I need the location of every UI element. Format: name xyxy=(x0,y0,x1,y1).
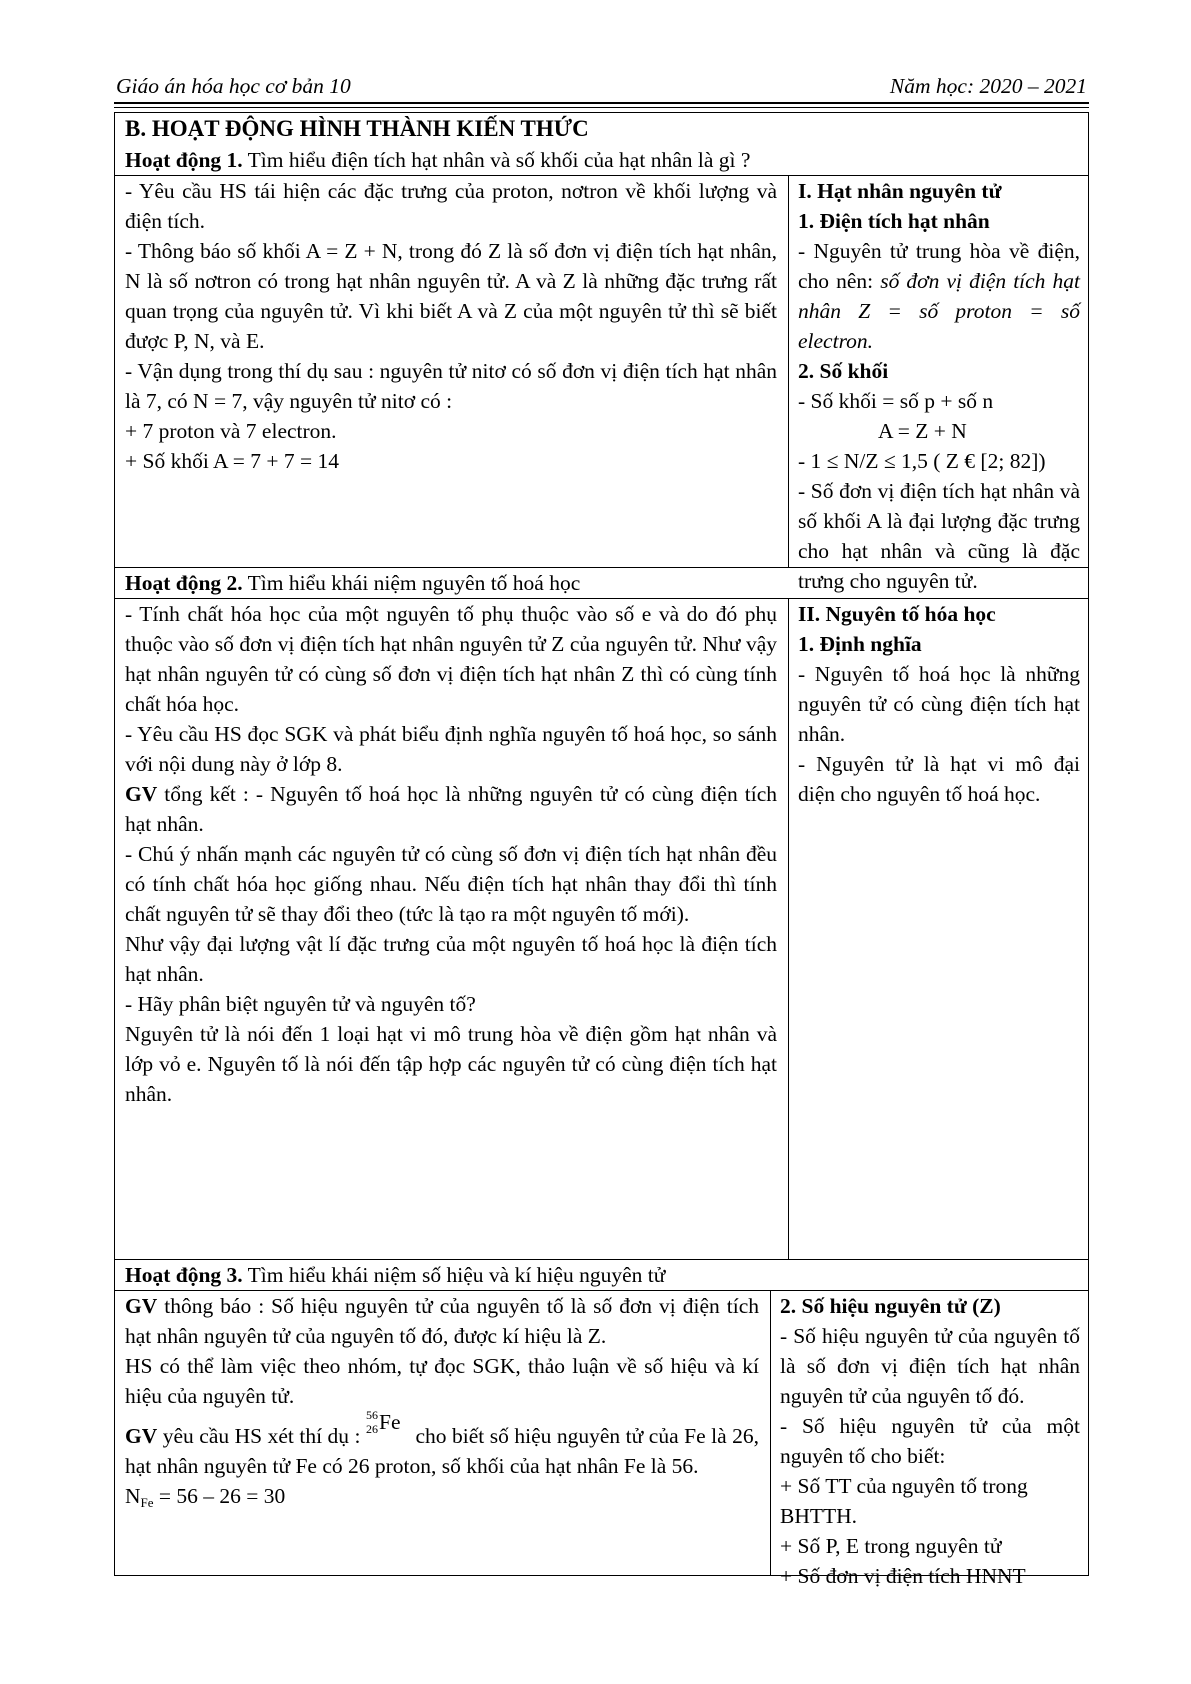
activity3-left-p3-rest: cho biết số hiệu nguyên tử của Fe là 26, hạt nhân nguyên tử Fe có 26 proton, số khối của hạt nhân Fe là 56. xyxy=(125,1424,759,1478)
activity3-left-p3-gv: GV xyxy=(125,1424,158,1448)
activity1-content-column xyxy=(798,176,1080,593)
activity1-formula3: - 1 ≤ N/Z ≤ 1,5 ( Z € [2; 82]) xyxy=(798,449,1046,473)
activity1-left-p3: - Vận dụng trong thí dụ sau : nguyên tử nitơ có số đơn vị điện tích hạt nhân là 7, có N = 7, vậy nguyên tử nitơ có : xyxy=(125,359,777,413)
activity2-left-p2: - Yêu cầu HS đọc SGK và phát biểu định nghĩa nguyên tố hoá học, so sánh với nội dung này ở lớp 8. xyxy=(125,722,777,776)
header-rule xyxy=(114,102,1089,104)
activity3-teacher-column xyxy=(125,1291,759,1575)
activity2-teacher-column xyxy=(125,599,777,1259)
activity1-formula1: - Số khối = số p + số n xyxy=(798,389,994,413)
activity1-heading xyxy=(125,145,1078,175)
activity2-left-p6: - Hãy phân biệt nguyên tử và nguyên tố? xyxy=(125,992,476,1016)
header-rule-thin xyxy=(114,107,1089,108)
activity2-title: Tìm hiểu khái niệm nguyên tố hoá học xyxy=(242,571,581,595)
iron-atomic-number: 26 xyxy=(366,1422,378,1436)
activity2-left-p3 xyxy=(125,779,777,839)
activity3-right-p2: - Số hiệu nguyên tử của một nguyên tố cho biết: xyxy=(780,1414,1080,1468)
activity3-column-divider xyxy=(770,1291,771,1575)
activity3-left-p2: HS có thể làm việc theo nhóm, tự đọc SGK, thảo luận về số hiệu và kí hiệu của nguyên tử. xyxy=(125,1354,759,1408)
activity2-right-h2: 1. Định nghĩa xyxy=(798,632,922,656)
activity2-right-p1: - Nguyên tố hoá học là những nguyên tử có cùng điện tích hạt nhân. xyxy=(798,662,1080,746)
activity2-left-p7: Nguyên tử là nói đến 1 loại hạt vi mô trung hòa về điện gồm hạt nhân và lớp vỏ e. Nguyên tố là nói đến tập hợp các nguyên tử có cùng điện tích hạt nhân. xyxy=(125,1022,777,1106)
activity1-left-p4: + 7 proton và 7 electron. xyxy=(125,419,337,443)
activity1-right-h3: 2. Số khối xyxy=(798,359,889,383)
iron-mass-number: 56 xyxy=(366,1408,378,1422)
header-school-year: Năm học: 2020 – 2021 xyxy=(889,74,1087,98)
activity1-left-p5: + Số khối A = 7 + 7 = 14 xyxy=(125,449,339,473)
activity2-content-column xyxy=(798,599,1080,1259)
activity3-left-p3 xyxy=(125,1408,759,1481)
iron-symbol: Fe xyxy=(379,1410,401,1434)
activity3-right-b3: + Số đơn vị điện tích HNNT xyxy=(780,1564,1026,1588)
activity3-title: Tìm hiểu khái niệm số hiệu và kí hiệu nguyên tử xyxy=(242,1263,666,1287)
activity1-title: Tìm hiểu điện tích hạt nhân và số khối của hạt nhân là gì ? xyxy=(242,148,751,172)
activity3-table-row xyxy=(114,1290,1089,1588)
activity3-heading xyxy=(125,1260,1078,1290)
activity3-heading-row xyxy=(114,1259,1089,1291)
activity2-column-divider xyxy=(788,599,789,1259)
activity1-right-h1: I. Hạt nhân nguyên tử xyxy=(798,179,1002,203)
activity1-left-p2: - Thông báo số khối A = Z + N, trong đó Z là số đơn vị điện tích hạt nhân, N là số nơtron có trong hạt nhân nguyên tử. A và Z là những đặc trưng rất quan trọng của nguyên tử. Vì khi biết A và Z của một nguyên tử thì sẽ biết được P, N, và E. xyxy=(125,239,777,353)
page-header xyxy=(114,74,1089,102)
activity2-left-p1: - Tính chất hóa học của một nguyên tố phụ thuộc vào số e và do đó phụ thuộc vào số đơn vị điện tích hạt nhân nguyên tử Z của nguyên tử. Như vậy hạt nhân nguyên tử có cùng số đơn vị điện tích hạt nhân Z thì có cùng tính chất hóa học. xyxy=(125,602,777,716)
neutron-equation: = 56 – 26 = 30 xyxy=(153,1484,286,1508)
activity2-right-h1: II. Nguyên tố hóa học xyxy=(798,602,996,626)
activity3-left-p1-rest: thông báo : Số hiệu nguyên tử của nguyên tố là số đơn vị điện tích hạt nhân nguyên tử của nguyên tố đó, được kí hiệu là Z. xyxy=(125,1294,759,1348)
activity1-right-p1-italic: số đơn vị điện tích hạt nhân Z = số proton = số electron. xyxy=(798,269,1080,353)
activity1-right-p1 xyxy=(798,236,1080,356)
activity1-label: Hoạt động 1. xyxy=(125,148,243,172)
header-course-title: Giáo án hóa học cơ bản 10 xyxy=(116,74,351,98)
activity2-heading-row xyxy=(114,567,1089,599)
activity3-left-p1-gv: GV xyxy=(125,1294,158,1318)
activity3-left-p3-mid: yêu cầu HS xét thí dụ : xyxy=(157,1424,366,1448)
activity3-right-h1: 2. Số hiệu nguyên tử (Z) xyxy=(780,1294,1001,1318)
activity3-left-p1 xyxy=(125,1291,759,1351)
activity1-teacher-column xyxy=(125,176,777,567)
neutron-subscript: Fe xyxy=(140,1495,154,1510)
activity2-left-p4: - Chú ý nhấn mạnh các nguyên tử có cùng số đơn vị điện tích hạt nhân đều có tính chất hóa học giống nhau. Nếu điện tích hạt nhân thay đổi thì tính chất nguyên tử sẽ thay đổi theo (tức là tạo ra một nguyên tố mới). xyxy=(125,842,777,926)
section-title: B. HOẠT ĐỘNG HÌNH THÀNH KIẾN THỨC xyxy=(125,116,589,141)
activity2-label: Hoạt động 2. xyxy=(125,571,243,595)
activity1-right-h2: 1. Điện tích hạt nhân xyxy=(798,209,990,233)
activity2-table-row xyxy=(114,598,1089,1260)
activity2-left-p3-rest: tổng kết : - Nguyên tố hoá học là những nguyên tử có cùng điện tích hạt nhân. xyxy=(125,782,777,836)
activity2-heading xyxy=(125,568,1078,598)
activity2-left-p3-gv: GV xyxy=(125,782,158,806)
activity3-right-p1: - Số hiệu nguyên tử của nguyên tố là số đơn vị điện tích hạt nhân nguyên tử của nguyên tố đó. xyxy=(780,1324,1080,1408)
activity1-formula2: A = Z + N xyxy=(878,419,967,443)
iron-isotope-notation xyxy=(366,1408,410,1443)
activity2-right-p2: - Nguyên tử là hạt vi mô đại diện cho nguyên tố hoá học. xyxy=(798,752,1080,806)
neutron-symbol: N xyxy=(125,1484,141,1508)
activity2-left-p5: Như vậy đại lượng vật lí đặc trưng của một nguyên tố hoá học là điện tích hạt nhân. xyxy=(125,932,777,986)
activity3-content-column xyxy=(780,1291,1080,1588)
activity3-right-b1: + Số TT của nguyên tố trong BHTTH. xyxy=(780,1474,1028,1528)
activity1-column-divider xyxy=(788,176,789,567)
activity1-left-p1: - Yêu cầu HS tái hiện các đặc trưng của proton, nơtron về khối lượng và điện tích. xyxy=(125,179,777,233)
activity3-neutron-formula xyxy=(125,1481,759,1518)
activity3-label: Hoạt động 3. xyxy=(125,1263,243,1287)
activity3-right-b2: + Số P, E trong nguyên tử xyxy=(780,1534,1002,1558)
activity1-right-p2: - Số đơn vị điện tích hạt nhân và số khối A là đại lượng đặc trưng cho hạt nhân và cũng là đặc trưng cho nguyên tử. xyxy=(798,479,1080,593)
activity1-right-p1-lead: - Nguyên tử trung hòa về điện, cho nên: xyxy=(798,239,1080,293)
section-heading-row xyxy=(114,112,1089,176)
